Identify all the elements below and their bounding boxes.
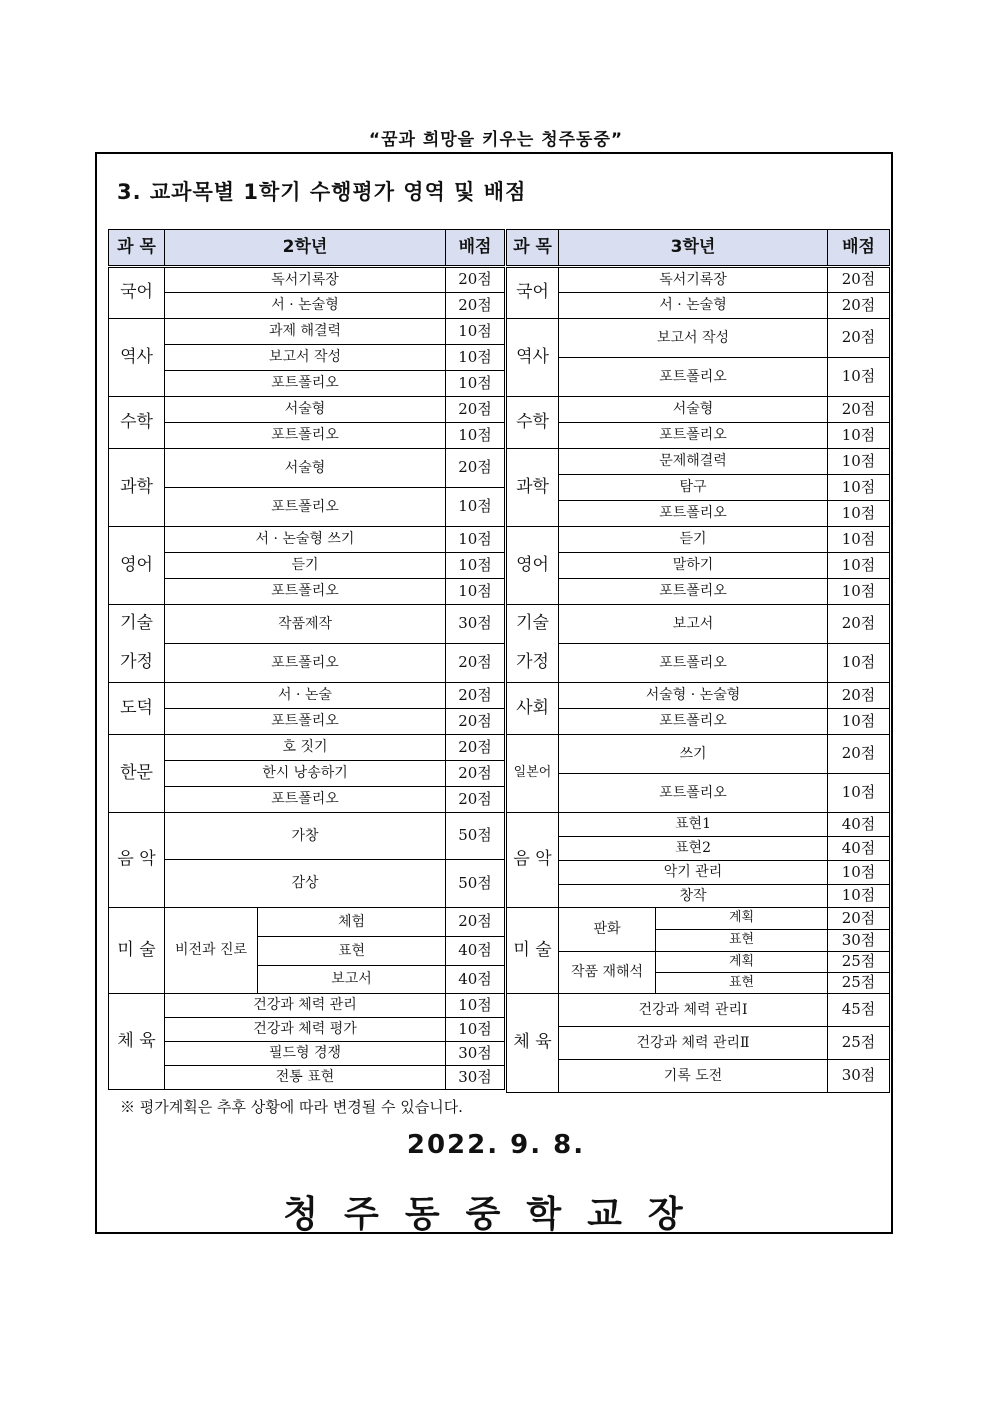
table-row [109,579,505,605]
points-cell: 40점 [446,966,505,994]
table-row [109,644,505,683]
table-row [109,1018,505,1042]
subject-cell: 국어 [507,267,559,319]
motto: “꿈과 희망을 키우는 청주동중” [368,130,624,150]
points-cell: 10점 [828,553,890,579]
points-cell: 10점 [446,423,505,449]
item-cell: 창작 [559,885,828,908]
item-cell: 보고서 [559,605,828,644]
subject-cell: 과학 [507,449,559,527]
points-cell: 10점 [828,527,890,553]
subject-cell: 국어 [109,267,165,319]
item-cell: 건강과 체력 관리Ⅰ [559,994,828,1027]
item-cell: 악기 관리 [559,861,828,885]
subject-cell: 음 악 [507,813,559,908]
table-row [507,774,890,813]
subject-cell: 미 술 [507,908,559,994]
item-cell: 한시 낭송하기 [165,761,446,787]
points-cell: 10점 [828,885,890,908]
points-cell: 20점 [446,761,505,787]
subject-cell: 영어 [507,527,559,605]
subject-line: 가정 [516,652,549,673]
subject-cell: 미 술 [109,908,165,994]
points-cell: 25점 [828,973,890,994]
item-cell: 포트폴리오 [559,423,828,449]
item-cell: 탐구 [559,475,828,501]
points-cell: 25점 [828,952,890,973]
points-cell: 20점 [828,683,890,709]
item-cell: 서술형 [559,397,828,423]
table-row [507,553,890,579]
table-row [109,449,505,488]
table-row [507,423,890,449]
points-cell: 10점 [446,488,505,527]
points-cell: 10점 [446,1018,505,1042]
item-cell: 듣기 [165,553,446,579]
table-row [507,449,890,475]
points-cell: 10점 [828,579,890,605]
points-cell: 20점 [446,683,505,709]
points-cell: 10점 [828,861,890,885]
table-row [109,527,505,553]
table-row [507,527,890,553]
group-cell: 비전과 진로 [165,908,258,994]
table-row [507,885,890,908]
table-row [109,787,505,813]
points-cell: 20점 [446,449,505,488]
table-row [109,683,505,709]
table-row [507,994,890,1027]
table-row [507,475,890,501]
points-cell: 20점 [828,293,890,319]
item-cell: 표현 [656,930,828,952]
points-cell: 20점 [446,644,505,683]
table-row [507,952,890,973]
item-cell: 표현 [258,937,446,966]
group-cell: 작품 재해석 [559,952,656,994]
points-cell: 30점 [828,1060,890,1093]
item-cell: 포트폴리오 [165,488,446,527]
table-row [507,813,890,837]
grade3-table [506,229,890,1093]
item-cell: 포트폴리오 [559,579,828,605]
item-cell: 건강과 체력 평가 [165,1018,446,1042]
item-cell: 독서기록장 [165,267,446,293]
points-cell: 20점 [446,908,505,937]
item-cell: 포트폴리오 [165,644,446,683]
item-cell: 호 짓기 [165,735,446,761]
item-cell: 보고서 작성 [559,319,828,358]
points-cell: 20점 [828,605,890,644]
points-cell: 40점 [828,813,890,837]
points-cell: 10점 [828,774,890,813]
points-cell: 50점 [446,813,505,860]
points-cell: 20점 [828,735,890,774]
table-row [109,994,505,1018]
table-row [109,423,505,449]
table-row [109,345,505,371]
header-points: 배점 [446,230,505,267]
subject-cell [507,605,559,683]
points-cell: 10점 [446,553,505,579]
table-row [109,267,505,293]
table-row [507,319,890,358]
points-cell: 40점 [446,937,505,966]
table-row [507,579,890,605]
subject-cell: 역사 [507,319,559,397]
table-header-row [507,230,890,267]
item-cell: 과제 해결력 [165,319,446,345]
table-row [507,501,890,527]
item-cell: 포트폴리오 [559,644,828,683]
points-cell: 10점 [446,345,505,371]
table-row [109,397,505,423]
item-cell: 서 · 논술형 쓰기 [165,527,446,553]
points-cell: 10점 [828,475,890,501]
item-cell: 전통 표현 [165,1066,446,1090]
points-cell: 20점 [446,709,505,735]
subject-cell: 한문 [109,735,165,813]
item-cell: 말하기 [559,553,828,579]
table-row [507,1060,890,1093]
points-cell: 10점 [828,709,890,735]
points-cell: 10점 [828,358,890,397]
points-cell: 10점 [828,644,890,683]
header-points: 배점 [828,230,890,267]
item-cell: 작품제작 [165,605,446,644]
points-cell: 10점 [446,371,505,397]
points-cell: 50점 [446,860,505,908]
item-cell: 문제해결력 [559,449,828,475]
table-row [109,709,505,735]
header-subject: 과 목 [109,230,165,267]
table-row [109,761,505,787]
item-cell: 계획 [656,908,828,930]
table-row [507,605,890,644]
item-cell: 서 · 논술형 [165,293,446,319]
points-cell: 10점 [828,501,890,527]
points-cell: 10점 [828,423,890,449]
subject-line: 기술 [516,613,549,634]
header-grade3: 3학년 [559,230,828,267]
subject-cell: 수학 [109,397,165,449]
item-cell: 포트폴리오 [559,501,828,527]
item-cell: 건강과 체력 관리Ⅱ [559,1027,828,1060]
subject-cell: 일본어 [507,735,559,813]
table-row [507,709,890,735]
points-cell: 45점 [828,994,890,1027]
subject-cell: 체 육 [109,994,165,1090]
table-row [507,1027,890,1060]
table-row [507,861,890,885]
subject-cell: 체 육 [507,994,559,1093]
table-row [109,293,505,319]
points-cell: 30점 [446,1066,505,1090]
points-cell: 40점 [828,837,890,861]
table-row [109,735,505,761]
points-cell: 20점 [446,735,505,761]
subject-cell: 영어 [109,527,165,605]
subject-cell: 역사 [109,319,165,397]
grade2-table [108,229,505,1090]
subject-cell: 사회 [507,683,559,735]
item-cell: 포트폴리오 [165,371,446,397]
header-subject: 과 목 [507,230,559,267]
item-cell: 표현2 [559,837,828,861]
points-cell: 10점 [446,527,505,553]
table-row [109,605,505,644]
subject-cell: 음 악 [109,813,165,908]
item-cell: 독서기록장 [559,267,828,293]
table-row [109,813,505,860]
table-row [109,860,505,908]
item-cell: 보고서 작성 [165,345,446,371]
points-cell: 30점 [446,605,505,644]
item-cell: 기록 도전 [559,1060,828,1093]
subject-cell [109,605,165,683]
subject-cell: 수학 [507,397,559,449]
principal-signature: 청주동중학교장 [283,1193,709,1235]
item-cell: 듣기 [559,527,828,553]
points-cell: 10점 [446,319,505,345]
item-cell: 건강과 체력 관리 [165,994,446,1018]
table-row [507,397,890,423]
points-cell: 20점 [828,267,890,293]
item-cell: 쓰기 [559,735,828,774]
footnote: ※ 평가계획은 추후 상황에 따라 변경될 수 있습니다. [120,1098,463,1116]
item-cell: 포트폴리오 [559,709,828,735]
subject-line: 기술 [120,613,153,634]
table-row [507,683,890,709]
table-row [507,358,890,397]
points-cell: 20점 [828,319,890,358]
table-row [109,908,505,937]
points-cell: 10점 [446,579,505,605]
item-cell: 보고서 [258,966,446,994]
points-cell: 20점 [446,293,505,319]
points-cell: 25점 [828,1027,890,1060]
group-cell: 판화 [559,908,656,952]
points-cell: 30점 [828,930,890,952]
table-row [109,1066,505,1090]
item-cell: 포트폴리오 [559,774,828,813]
item-cell: 필드형 경쟁 [165,1042,446,1066]
item-cell: 서술형 [165,397,446,423]
table-row [507,267,890,293]
item-cell: 계획 [656,952,828,973]
item-cell: 포트폴리오 [165,709,446,735]
table-row [507,908,890,930]
item-cell: 서술형 · 논술형 [559,683,828,709]
points-cell: 20점 [446,267,505,293]
table-row [109,488,505,527]
item-cell: 포트폴리오 [165,787,446,813]
table-row [507,293,890,319]
points-cell: 30점 [446,1042,505,1066]
item-cell: 서 · 논술형 [559,293,828,319]
item-cell: 서 · 논술 [165,683,446,709]
points-cell: 10점 [446,994,505,1018]
points-cell: 10점 [828,449,890,475]
header-grade2: 2학년 [165,230,446,267]
points-cell: 20점 [446,397,505,423]
subject-cell: 도덕 [109,683,165,735]
item-cell: 서술형 [165,449,446,488]
item-cell: 포트폴리오 [165,423,446,449]
table-row [507,837,890,861]
table-header-row [109,230,505,267]
document-date: 2022. 9. 8. [406,1130,586,1160]
item-cell: 가창 [165,813,446,860]
table-row [109,1042,505,1066]
table-row [507,735,890,774]
points-cell: 20점 [446,787,505,813]
table-row [109,319,505,345]
subject-line: 가정 [120,652,153,673]
item-cell: 감상 [165,860,446,908]
item-cell: 체험 [258,908,446,937]
table-row [507,644,890,683]
item-cell: 표현 [656,973,828,994]
item-cell: 포트폴리오 [559,358,828,397]
table-row [109,371,505,397]
subject-cell: 과학 [109,449,165,527]
table-row [109,553,505,579]
item-cell: 포트폴리오 [165,579,446,605]
section-title: 3. 교과목별 1학기 수행평가 영역 및 배점 [117,180,527,204]
points-cell: 20점 [828,397,890,423]
item-cell: 표현1 [559,813,828,837]
points-cell: 20점 [828,908,890,930]
